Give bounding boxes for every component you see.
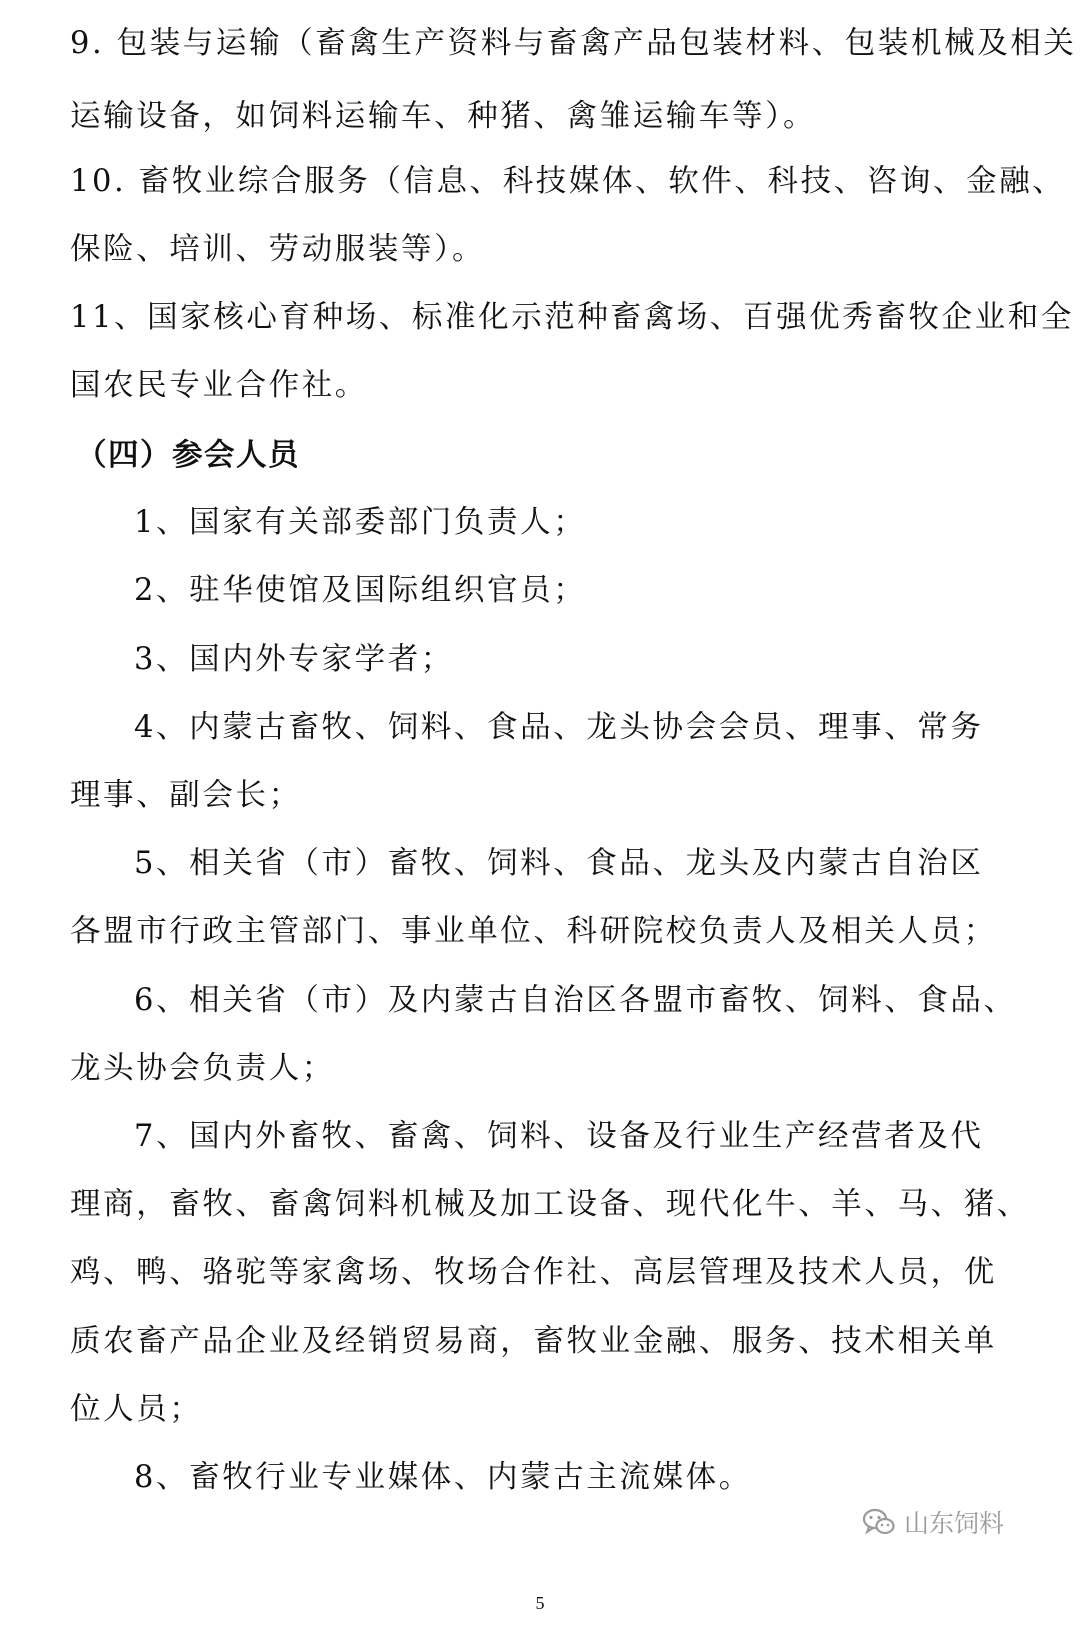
attendee-item-7-line-3: 鸡、鸭、骆驼等家禽场、牧场合作社、高层管理及技术人员，优 [70,1255,997,1290]
exhibit-item-11-line-2: 国农民专业合作社。 [70,368,368,403]
exhibit-item-10-line-1: 10. 畜牧业综合服务（信息、科技媒体、软件、科技、咨询、金融、 [70,164,1066,199]
attendee-item-5-line-2: 各盟市行政主管部门、事业单位、科研院校负责人及相关人员； [70,914,997,949]
attendee-item-3: 3、国内外专家学者； [134,642,454,677]
attendee-item-5-line-1: 5、相关省（市）畜牧、饲料、食品、龙头及内蒙古自治区 [134,846,984,881]
attendee-item-4-line-1: 4、内蒙古畜牧、饲料、食品、龙头协会会员、理事、常务 [134,710,984,745]
page-number: 5 [535,1593,545,1613]
attendee-item-2: 2、驻华使馆及国际组织官员； [134,573,587,608]
attendee-item-7-line-4: 质农畜产品企业及经销贸易商，畜牧业金融、服务、技术相关单 [70,1324,997,1359]
wechat-icon [862,1507,896,1537]
exhibit-item-9-line-2: 运输设备，如饲料运输车、种猪、禽雏运输车等）。 [70,99,817,134]
exhibit-item-9-line-1: 9. 包装与运输（畜禽生产资料与畜禽产品包装材料、包装机械及相关 [70,26,1077,61]
attendee-item-6-line-2: 龙头协会负责人； [70,1051,335,1086]
attendee-item-1: 1、国家有关部委部门负责人； [134,505,587,540]
attendee-item-7-line-2: 理商，畜牧、畜禽饲料机械及加工设备、现代化牛、羊、马、猪、 [70,1187,1030,1222]
attendee-item-8: 8、畜牧行业专业媒体、内蒙古主流媒体。 [134,1460,752,1495]
attendee-item-7-line-5: 位人员； [70,1392,203,1427]
watermark [862,1500,1004,1544]
attendee-item-7-line-1: 7、国内外畜牧、畜禽、饲料、设备及行业生产经营者及代 [134,1119,984,1154]
exhibit-item-10-line-2: 保险、培训、劳动服装等）。 [70,232,486,267]
attendee-item-4-line-2: 理事、副会长； [70,778,302,813]
section-heading-attendees: （四）参会人员 [76,437,300,473]
watermark-text: 山东饲料 [904,1509,1005,1538]
exhibit-item-11-line-1: 11、国家核心育种场、标准化示范种畜禽场、百强优秀畜牧企业和全 [70,300,1074,335]
attendee-item-6-line-1: 6、相关省（市）及内蒙古自治区各盟市畜牧、饲料、食品、 [134,983,1017,1018]
